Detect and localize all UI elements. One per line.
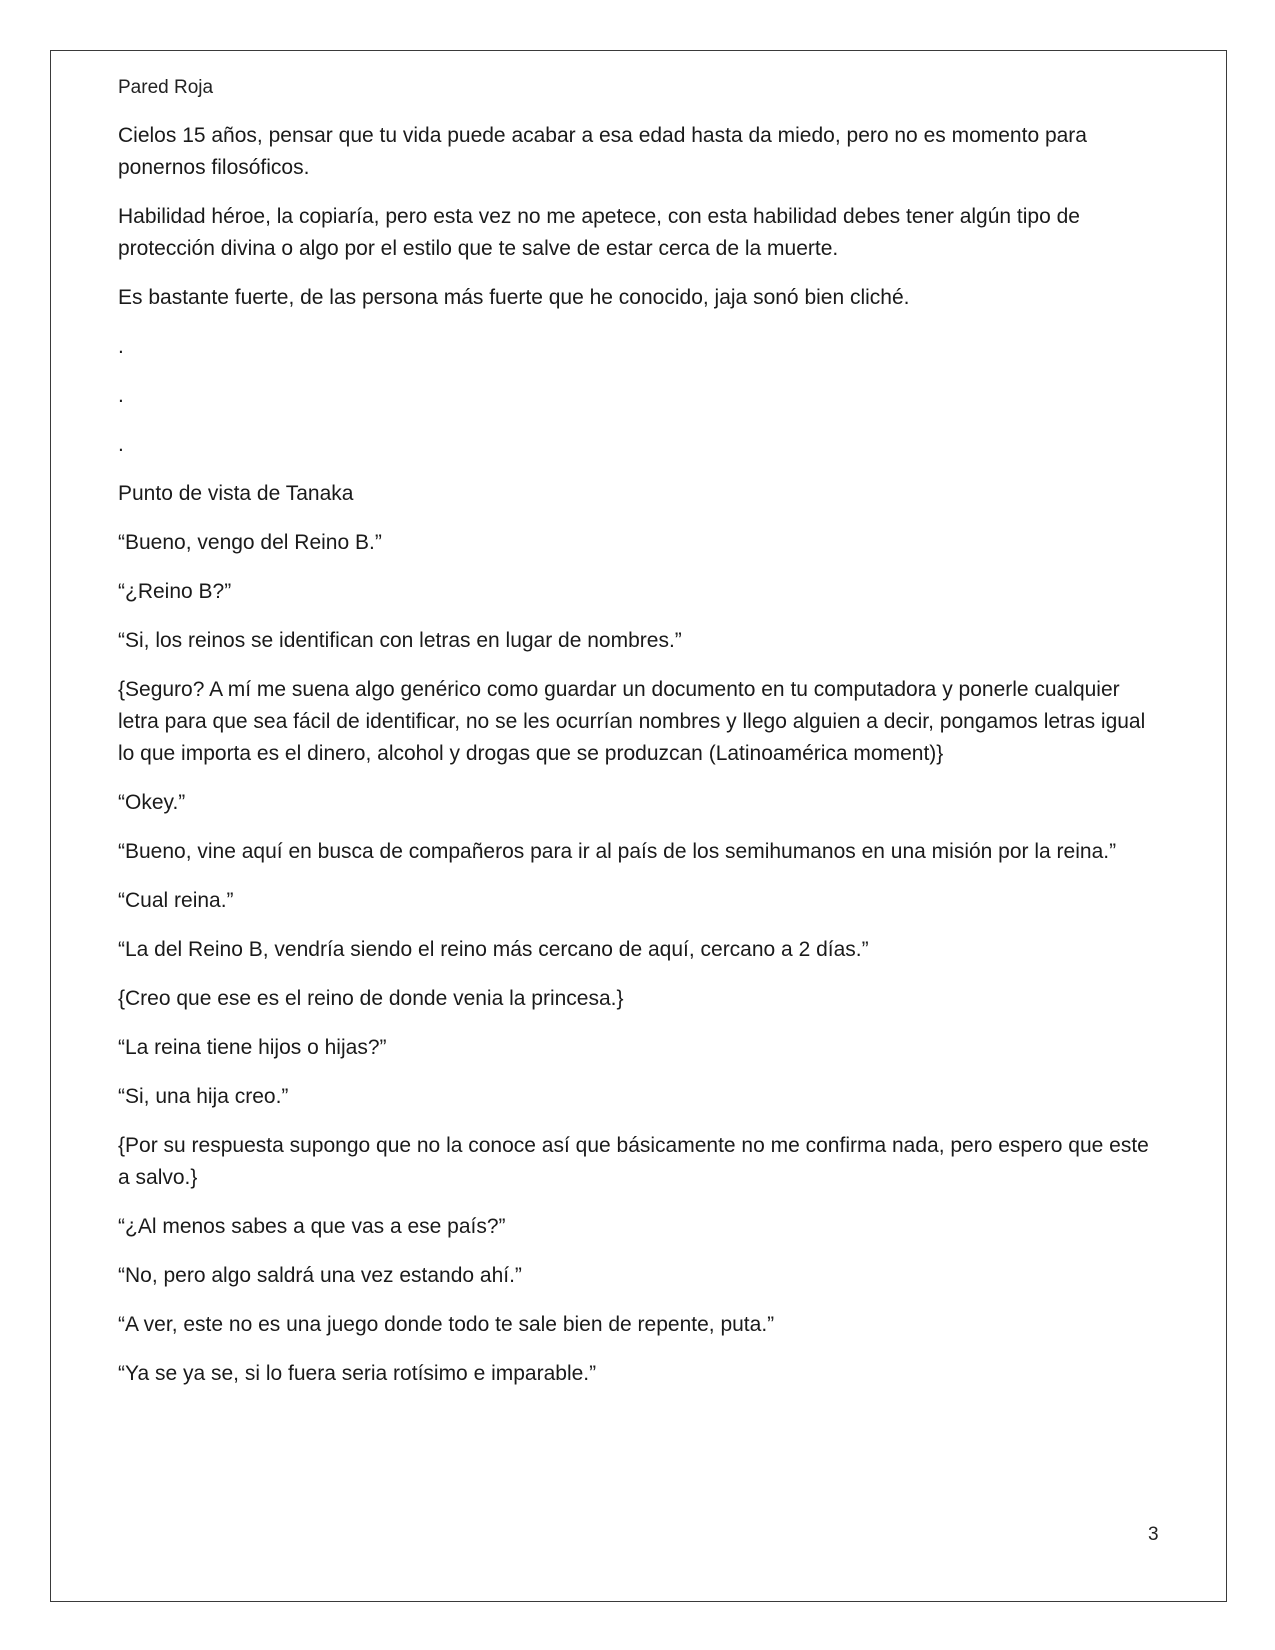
paragraph: Cielos 15 años, pensar que tu vida puede acabar a esa edad hasta da miedo, pero no es momento para ponernos filosóficos.: [118, 124, 1087, 179]
scene-break-dot: .: [118, 384, 124, 407]
page-number: 3: [1148, 1524, 1159, 1545]
scene-break-dot: .: [118, 433, 124, 456]
inner-thought: {Creo que ese es el reino de donde venia la princesa.}: [118, 987, 624, 1010]
dialogue-line: “Bueno, vine aquí en busca de compañeros para ir al país de los semihumanos en una misión por la reina.”: [118, 840, 1117, 863]
section-heading: Punto de vista de Tanaka: [118, 482, 354, 505]
paragraph: Es bastante fuerte, de las persona más fuerte que he conocido, jaja sonó bien cliché.: [118, 286, 910, 309]
scene-break-dot: .: [118, 335, 124, 358]
dialogue-line: “¿Al menos sabes a que vas a ese país?”: [118, 1215, 506, 1238]
dialogue-line: “Cual reina.”: [118, 889, 234, 912]
dialogue-line: “A ver, este no es una juego donde todo te sale bien de repente, puta.”: [118, 1313, 775, 1336]
dialogue-line: “No, pero algo saldrá una vez estando ahí.”: [118, 1264, 522, 1287]
document-body: [118, 120, 1158, 1407]
paragraph: Habilidad héroe, la copiaría, pero esta vez no me apetece, con esta habilidad debes tener algún tipo de protección divina o algo por el estilo que te salve de estar cerca de la muerte.: [118, 205, 1080, 260]
dialogue-line: “La del Reino B, vendría siendo el reino más cercano de aquí, cercano a 2 días.”: [118, 938, 869, 961]
dialogue-line: “Bueno, vengo del Reino B.”: [118, 531, 382, 554]
dialogue-line: “Ya se ya se, si lo fuera seria rotísimo e imparable.”: [118, 1362, 597, 1385]
dialogue-line: “Si, los reinos se identifican con letras en lugar de nombres.”: [118, 629, 682, 652]
dialogue-line: “Si, una hija creo.”: [118, 1085, 289, 1108]
dialogue-line: “¿Reino B?”: [118, 580, 232, 603]
inner-thought: {Por su respuesta supongo que no la conoce así que básicamente no me confirma nada, pero espero que este a salvo.}: [118, 1134, 1149, 1189]
inner-thought: {Seguro? A mí me suena algo genérico como guardar un documento en tu computadora y ponerle cualquier letra para que sea fácil de identificar, no se les ocurrían nombres y llego alguien a decir, pongamos letras igual lo que importa es el dinero, alcohol y drogas que se produzcan (Latinoamérica moment)}: [118, 678, 1146, 765]
dialogue-line: “Okey.”: [118, 791, 186, 814]
dialogue-line: “La reina tiene hijos o hijas?”: [118, 1036, 387, 1059]
document-header: Pared Roja: [118, 77, 214, 98]
